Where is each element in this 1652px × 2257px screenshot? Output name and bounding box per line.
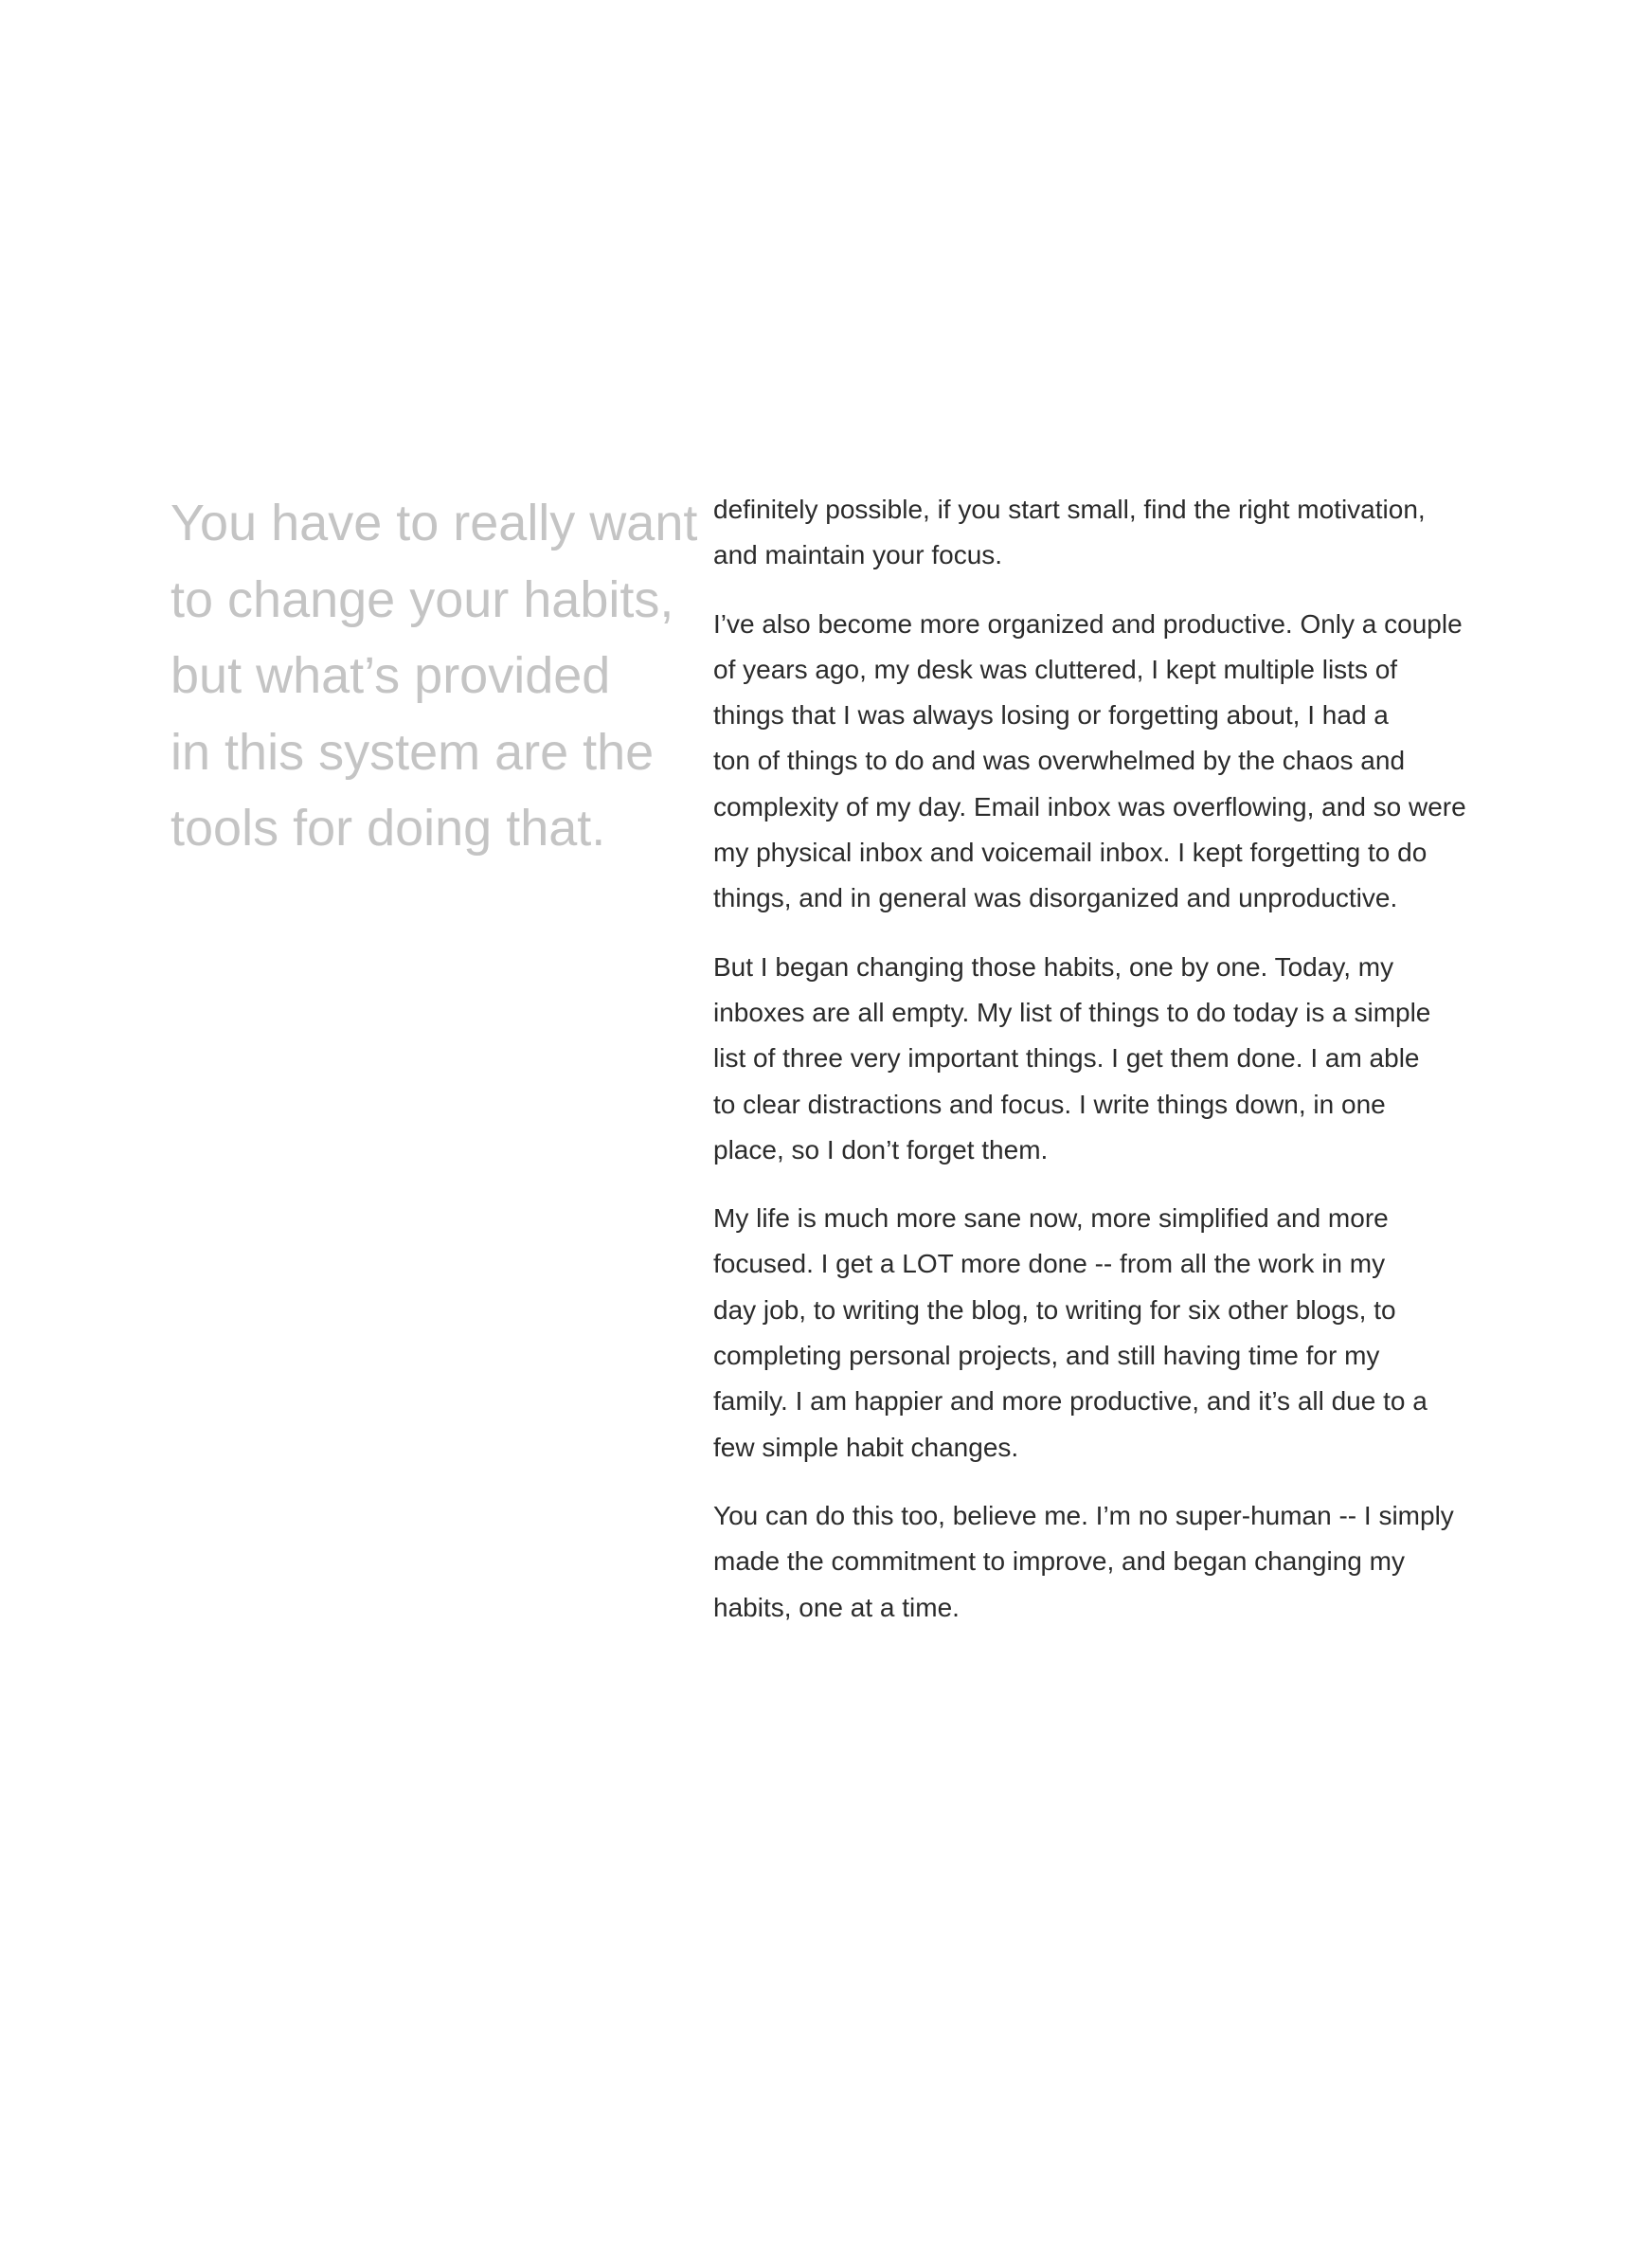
body-text-column — [713, 487, 1518, 1653]
body-line: of years ago, my desk was cluttered, I kept multiple lists of — [713, 654, 1398, 684]
body-line: family. I am happier and more productive, and it’s all due to a — [713, 1386, 1428, 1417]
body-line: My life is much more sane now, more simplified and more — [713, 1203, 1389, 1234]
body-line: list of three very important things. I get them done. I am able — [713, 1043, 1420, 1074]
body-paragraph — [713, 1493, 1518, 1631]
body-line: few simple habit changes. — [713, 1432, 1019, 1462]
body-line: ton of things to do and was overwhelmed by the chaos and — [713, 746, 1406, 776]
body-line: to clear distractions and focus. I write things down, in one — [713, 1089, 1386, 1119]
body-line: definitely possible, if you start small, find the right motivation, — [713, 495, 1426, 524]
body-line: my physical inbox and voicemail inbox. I kept forgetting to do — [713, 838, 1428, 868]
body-paragraph — [713, 945, 1518, 1173]
body-line: things that I was always losing or forgetting about, I had a — [713, 700, 1389, 731]
pull-quote-line: tools for doing that. — [171, 800, 606, 857]
body-paragraph — [713, 602, 1518, 922]
body-line: inboxes are all empty. My list of things to do today is a simple — [713, 997, 1431, 1027]
body-paragraph — [713, 1196, 1518, 1471]
body-line: But I began changing those habits, one by one. Today, my — [713, 951, 1394, 982]
pull-quote-line: You have to really want — [171, 495, 698, 551]
body-line: focused. I get a LOT more done -- from all the work in my — [713, 1249, 1386, 1279]
body-line: things, and in general was disorganized and unproductive. — [713, 883, 1398, 913]
body-paragraph — [713, 487, 1518, 579]
body-line: place, so I don’t forget them. — [713, 1134, 1049, 1165]
body-line: You can do this too, believe me. I’m no super-human -- I simply — [713, 1500, 1454, 1530]
body-line: completing personal projects, and still having time for my — [713, 1341, 1380, 1371]
body-line: made the commitment to improve, and began changing my — [713, 1546, 1405, 1577]
body-line: day job, to writing the blog, to writing for six other blogs, to — [713, 1294, 1396, 1325]
body-line: and maintain your focus. — [713, 540, 1003, 570]
pull-quote-line: to change your habits, — [171, 570, 674, 628]
pull-quote-line: in this system are the — [171, 723, 655, 781]
body-line: habits, one at a time. — [713, 1592, 960, 1622]
body-line: I’ve also become more organized and productive. Only a couple — [713, 608, 1463, 639]
pull-quote — [171, 485, 698, 867]
pull-quote-line: but what’s provided — [171, 647, 611, 704]
body-line: complexity of my day. Email inbox was overflowing, and so were — [713, 791, 1466, 822]
